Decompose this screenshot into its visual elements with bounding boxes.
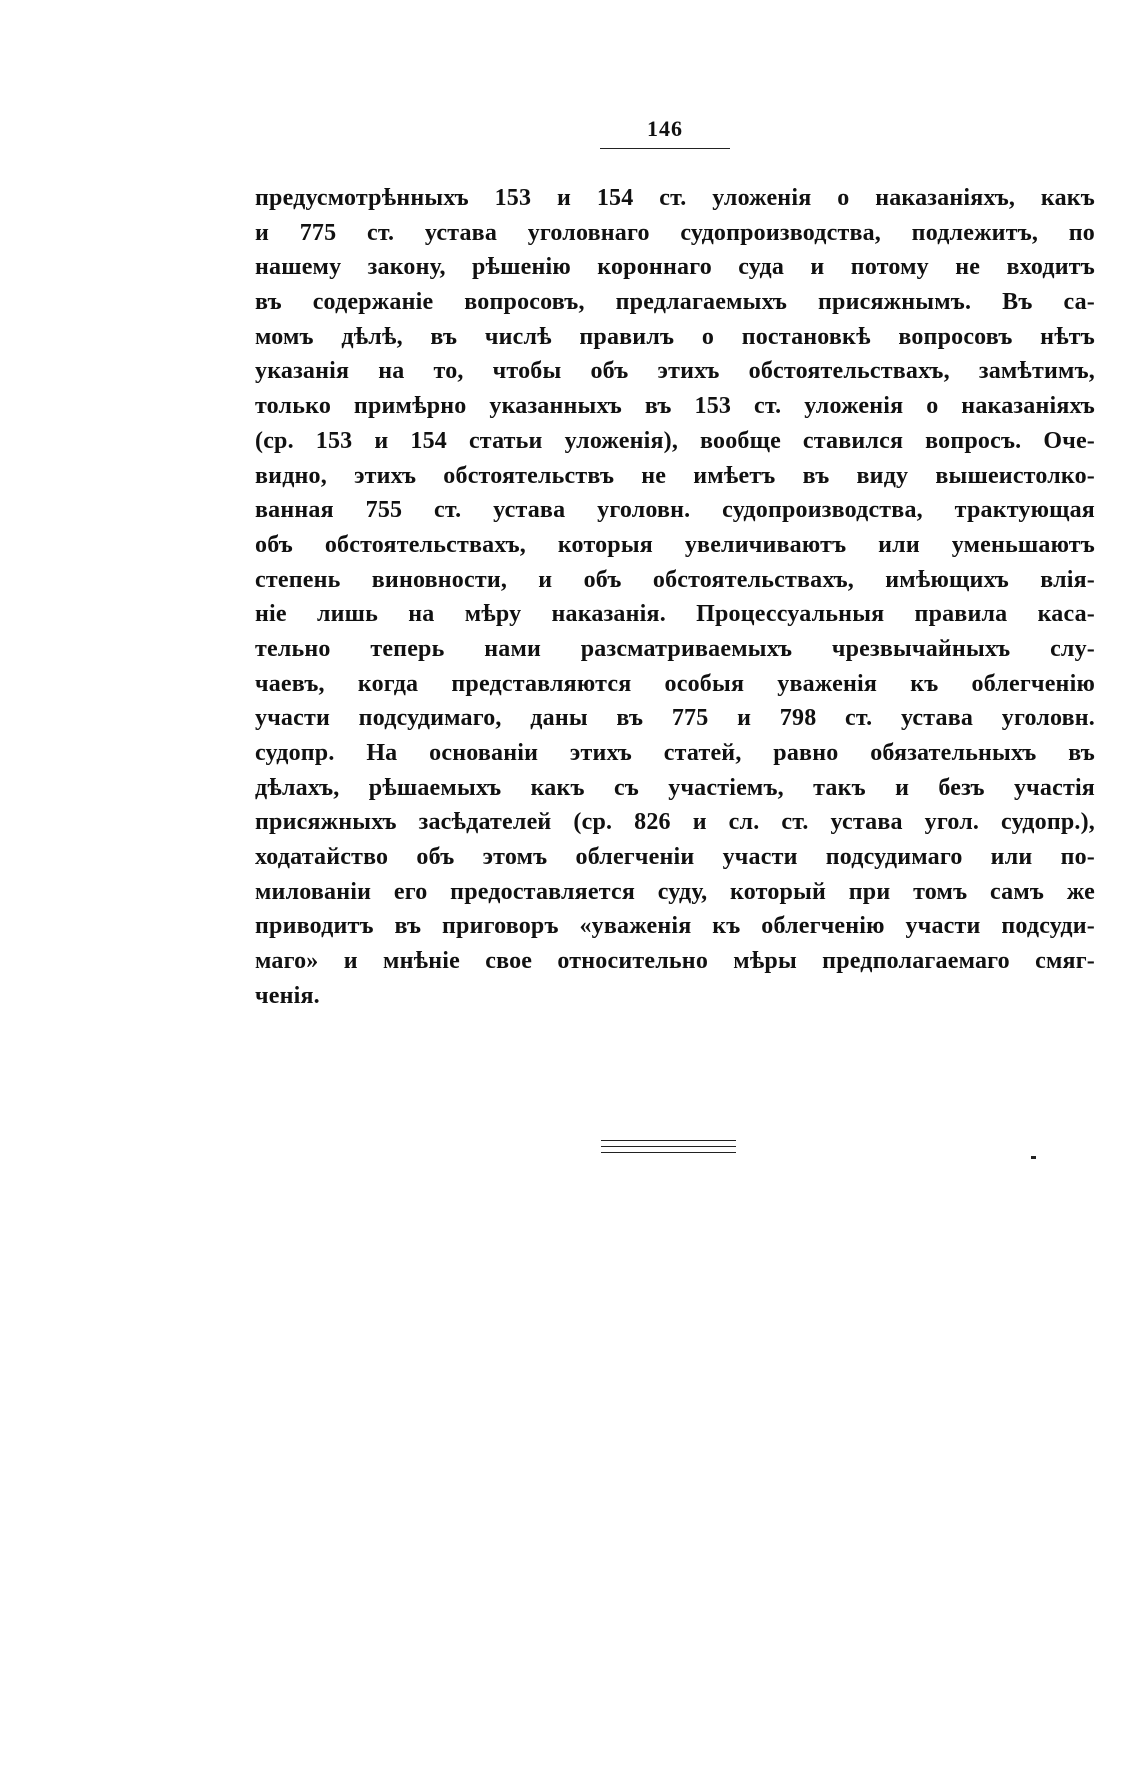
page-number-rule (600, 148, 730, 149)
text-line: тельно теперь нами разсматриваемыхъ чрезвычайныхъ слу- (255, 635, 1095, 662)
text-line: въ содержаніе вопросовъ, предлагаемыхъ присяжнымъ. Въ са- (255, 289, 1095, 316)
text-line: видно, этихъ обстоятельствъ не имѣетъ въ виду вышеистолко- (255, 462, 1095, 489)
text-line: ванная 755 ст. устава уголовн. судопроизводства, трактующая (255, 497, 1095, 524)
text-line: маго» и мнѣніе свое относительно мѣры предполагаемаго смяг- (255, 948, 1095, 975)
text-line: предусмотрѣнныхъ 153 и 154 ст. уложенія о наказаніяхъ, какъ (255, 185, 1095, 211)
text-line: ходатайство объ этомъ облегченіи участи подсудимаго или по- (255, 844, 1095, 871)
page-number: 146 (647, 116, 683, 141)
text-line: участи подсудимаго, даны въ 775 и 798 ст. устава уголовн. (255, 705, 1095, 732)
text-line: объ обстоятельствахъ, которыя увеличиваютъ или уменьшаютъ (255, 531, 1095, 558)
text-line: дѣлахъ, рѣшаемыхъ какъ съ участіемъ, такъ и безъ участія (255, 774, 1095, 801)
text-line: и 775 ст. устава уголовнаго судопроизводства, подлежитъ, по (255, 219, 1095, 246)
text-line: чаевъ, когда представляются особыя уваженія къ облегченію (255, 670, 1095, 697)
text-line: ніе лишь на мѣру наказанія. Процессуальныя правила каса- (255, 601, 1095, 628)
text-line: степень виновности, и объ обстоятельствахъ, имѣющихъ влія- (255, 566, 1095, 593)
text-line: момъ дѣлѣ, въ числѣ правилъ о постановкѣ вопросовъ нѣтъ (255, 323, 1095, 350)
text-line: милованіи его предоставляется суду, который при томъ самъ же (255, 878, 1095, 905)
text-line: нашему закону, рѣшенію короннаго суда и потому не входитъ (255, 254, 1095, 281)
text-line: только примѣрно указанныхъ въ 153 ст. уложенія о наказаніяхъ (255, 393, 1095, 420)
text-line: приводитъ въ приговоръ «уваженія къ облегченію участи подсуди- (255, 913, 1095, 940)
ink-speck (1031, 1156, 1036, 1159)
text-line: присяжныхъ засѣдателей (ср. 826 и сл. ст. устава угол. судопр.), (255, 809, 1095, 836)
text-line: ченія. (255, 982, 320, 1009)
text-line: (ср. 153 и 154 статьи уложенія), вообще ставился вопросъ. Оче- (255, 427, 1095, 454)
end-rule (601, 1152, 736, 1153)
text-line: указанія на то, чтобы объ этихъ обстоятельствахъ, замѣтимъ, (255, 358, 1095, 385)
end-rule (601, 1140, 736, 1141)
end-rule (601, 1146, 736, 1147)
body-text (255, 181, 1095, 1014)
text-line: судопр. На основаніи этихъ статей, равно обязательныхъ въ (255, 740, 1095, 766)
